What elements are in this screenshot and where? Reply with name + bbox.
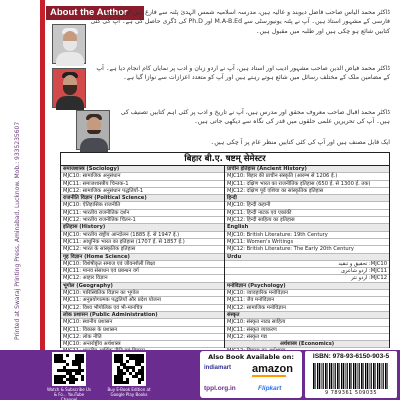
author-bio-tail: ایک قابل مصنف ہیں اور آپ کی کئی کتابیں منظر عام پر آ چکی ہیں۔ (210, 139, 390, 146)
about-author-heading: About the Author (46, 6, 144, 20)
flipkart-logo[interactable]: Flipkart (258, 385, 282, 392)
course-row: MJC11: जैव मनोविज्ञान (225, 297, 389, 304)
course-row: MJC11: मानव संसाधन एवं प्रबन्धन वर्ग (61, 268, 224, 275)
google-play-qr-code[interactable] (112, 352, 146, 386)
author-bio-2: ڈاکٹر محمد فیاض الدین صاحب مشہور ادیب اور استاد ہیں، آپ نے اردو زبان و ادب پر نمایاں کام انجام دیا ہے۔ آپ کے مضامین ملک کے مختلف رسائل میں شائع ہوتے رہتے ہیں اور آپ کو متعدد اعزازات سے نوازا گیا ہے۔ (96, 65, 390, 82)
amazon-logo[interactable]: amazon (252, 363, 293, 375)
course-row: MJC12: आहार विज्ञान (61, 275, 224, 282)
barcode-digits: 9 789361 509035 (324, 390, 378, 396)
course-row: MJC12: भारत के सांस्कृतिक इतिहास (61, 246, 224, 253)
table-title: बिहार बी.ए. षष्टम् सेमेस्टर (61, 153, 389, 166)
also-available-label: Also Book Available on: (208, 353, 294, 361)
course-row: MJC10: تحقیق و تنقید (225, 261, 389, 268)
printer-info: Printed at Swaraj Printing Press, Aminabad, Lucknow. Mob.: 9335235607 (14, 121, 21, 340)
tppl-logo[interactable]: tppl.org.in (204, 385, 236, 392)
spine-strip (0, 0, 40, 350)
indiamart-logo[interactable]: indiamart (204, 365, 232, 371)
amazon-smile-icon (252, 375, 286, 377)
google-play-qr-label: Buy E-Book Edition at Google Play Books (107, 387, 151, 397)
subject-heading: अर्थशास्त्र (Economics) (225, 341, 389, 348)
youtube-qr-label: Watch & Subscribe Us & Fo... YouTube Channel (46, 387, 92, 402)
course-row: MJC10: बिहार की प्राचीन संस्कृति (आरम्भ से 1206 ई.) (225, 173, 389, 180)
course-row: MJC10: ऐतिहासिक राजनीति (61, 202, 224, 209)
syllabus-column-right (225, 166, 389, 347)
course-row: MJC11: विकास के प्रशासन (61, 327, 224, 334)
syllabus-table (60, 152, 390, 348)
subject-heading: राजनीति विज्ञान (Political Science) (61, 195, 224, 202)
youtube-qr-code[interactable] (52, 352, 86, 386)
course-row: MJC12: हिन्दी साहित्य का इतिहास (225, 217, 389, 224)
course-row: MJC11: भारतीय राजनीतिक दर्शन (61, 210, 224, 217)
course-row: MJC11: Women's Writings (225, 239, 389, 246)
course-row: MJC12: दक्षिण पूर्व एशिया का सांस्कृतिक इतिहास (225, 188, 389, 195)
author-bio-3: ڈاکٹر محمد اقبال صاحب معروف محقق اور مدرس ہیں، آپ نے تاریخ و ادب پر کئی اہم کتابیں تصنیف کی ہیں۔ آپ کی تحریریں علمی حلقوں میں قدر کی نگاہ سے دیکھی جاتی ہیں۔ (120, 109, 390, 126)
course-row: MJC12: सामाजिक मनोविज्ञान (225, 305, 389, 312)
subject-heading: English (225, 224, 389, 231)
subject-heading: मनोविज्ञान (Psychology) (225, 283, 389, 290)
course-row: MJC11: संस्कृत व्याकरण (225, 327, 389, 334)
course-row: MJC10: स्थानीय प्रशासन (61, 319, 224, 326)
course-row: MJC11: हिन्दी नाटक एवं एकांकी (225, 210, 389, 217)
course-row: MJC12: اردو نثر (225, 275, 389, 282)
course-row: MJC11: आधुनिक भारत का इतिहास (1707 ई. से 1857 ई.) (61, 239, 224, 246)
course-row: MJC12: British Literature: The Early 20th Century (225, 246, 389, 253)
subject-heading: लोक प्रशासन (Public Administration) (61, 312, 224, 319)
subject-heading: Urdu (225, 254, 389, 261)
subject-heading: प्राचीन इतिहास (Ancient History) (225, 166, 389, 173)
subject-heading: समाजशास्त्र (Sociology) (61, 166, 224, 173)
course-row: MJC10: सामाजिक अनुसंधान (61, 173, 224, 180)
barcode (311, 363, 391, 389)
subject-heading: इतिहास (History) (61, 224, 224, 231)
author-photo-2 (52, 68, 86, 108)
course-row: MJC10: भारतीय राष्ट्रीय आन्दोलन (1885 ई. से 1947 ई.) (61, 232, 224, 239)
subject-heading: हिन्दी (225, 195, 389, 202)
author-photo-1 (52, 24, 86, 64)
course-row: MJC12: भारतीय राजनीतिक चिंतन-1 (61, 217, 224, 224)
course-row: MJC11: اردو شاعری (225, 268, 389, 275)
course-row: MJC12: विश्व भौगोलिक एवं भी-मानचित्र (61, 305, 224, 312)
author-bio-1: ڈاکٹر محمد الیاس صاحب فاضل دیوبند و عالیہ ہیں، مدرسہ اسلامیہ شمس الہدیٰ پٹنہ سے فارغ ہیں اور اردو و فارسی کے مشہور استاذ ہیں۔ آپ نے پٹنہ یونیورسٹی سے M.A-B.Ed اور Ph.D کی ڈگری حاصل کی ہے۔ آپ کی کئی کتابیں شائع ہو چکی ہیں اور طلبہ میں مقبول ہیں۔ (90, 9, 390, 35)
course-row: MJC10: हिन्दी कहानी (225, 202, 389, 209)
isbn-number: ISBN: 978-93-6150-903-5 (312, 353, 390, 360)
isbn-box (305, 351, 397, 398)
subject-heading: भूगोल (Geography) (61, 283, 224, 290)
course-row: MJC10: व्यावहारिक मनोविज्ञान (225, 290, 389, 297)
course-row: MJC10: पारिस्थितिक विज्ञान का भूगोल (61, 290, 224, 297)
available-on-box (200, 351, 302, 398)
course-row: MJC12: सामाजिक अनुसंधान पद्धतियाँ-1 (61, 188, 224, 195)
course-row: MJC10: British Literature: 19th Century (225, 232, 389, 239)
course-row: MJC10: अन्तर्राष्ट्रीय अर्थशास्त्र (61, 341, 224, 348)
subject-heading: गृह विज्ञान (Home Science) (61, 254, 224, 261)
course-row: MJC11: दक्षिण भारत का राजनीतिक इतिहास (650 ई. से 1300 ई. तक) (225, 181, 389, 188)
red-accent-bar (40, 0, 45, 350)
course-row: MJC11: अनुप्रयोगात्मक पद्धतियाँ और प्रदेश योजना (61, 297, 224, 304)
course-row: MJC10: विशेषीकृत समाज एवं जीवनशैली शिक्षा (61, 261, 224, 268)
course-row: MJC12: लोक नीति (61, 334, 224, 341)
course-row: MJC11: समाजशास्त्रीय चिन्तक-1 (61, 181, 224, 188)
course-row: MJC12: संस्कृत गद्य (225, 334, 389, 341)
course-row: MJC10: संस्कृत नाट्य साहित्य (225, 319, 389, 326)
syllabus-column-left (61, 166, 225, 347)
subject-heading: संस्कृत (225, 312, 389, 319)
